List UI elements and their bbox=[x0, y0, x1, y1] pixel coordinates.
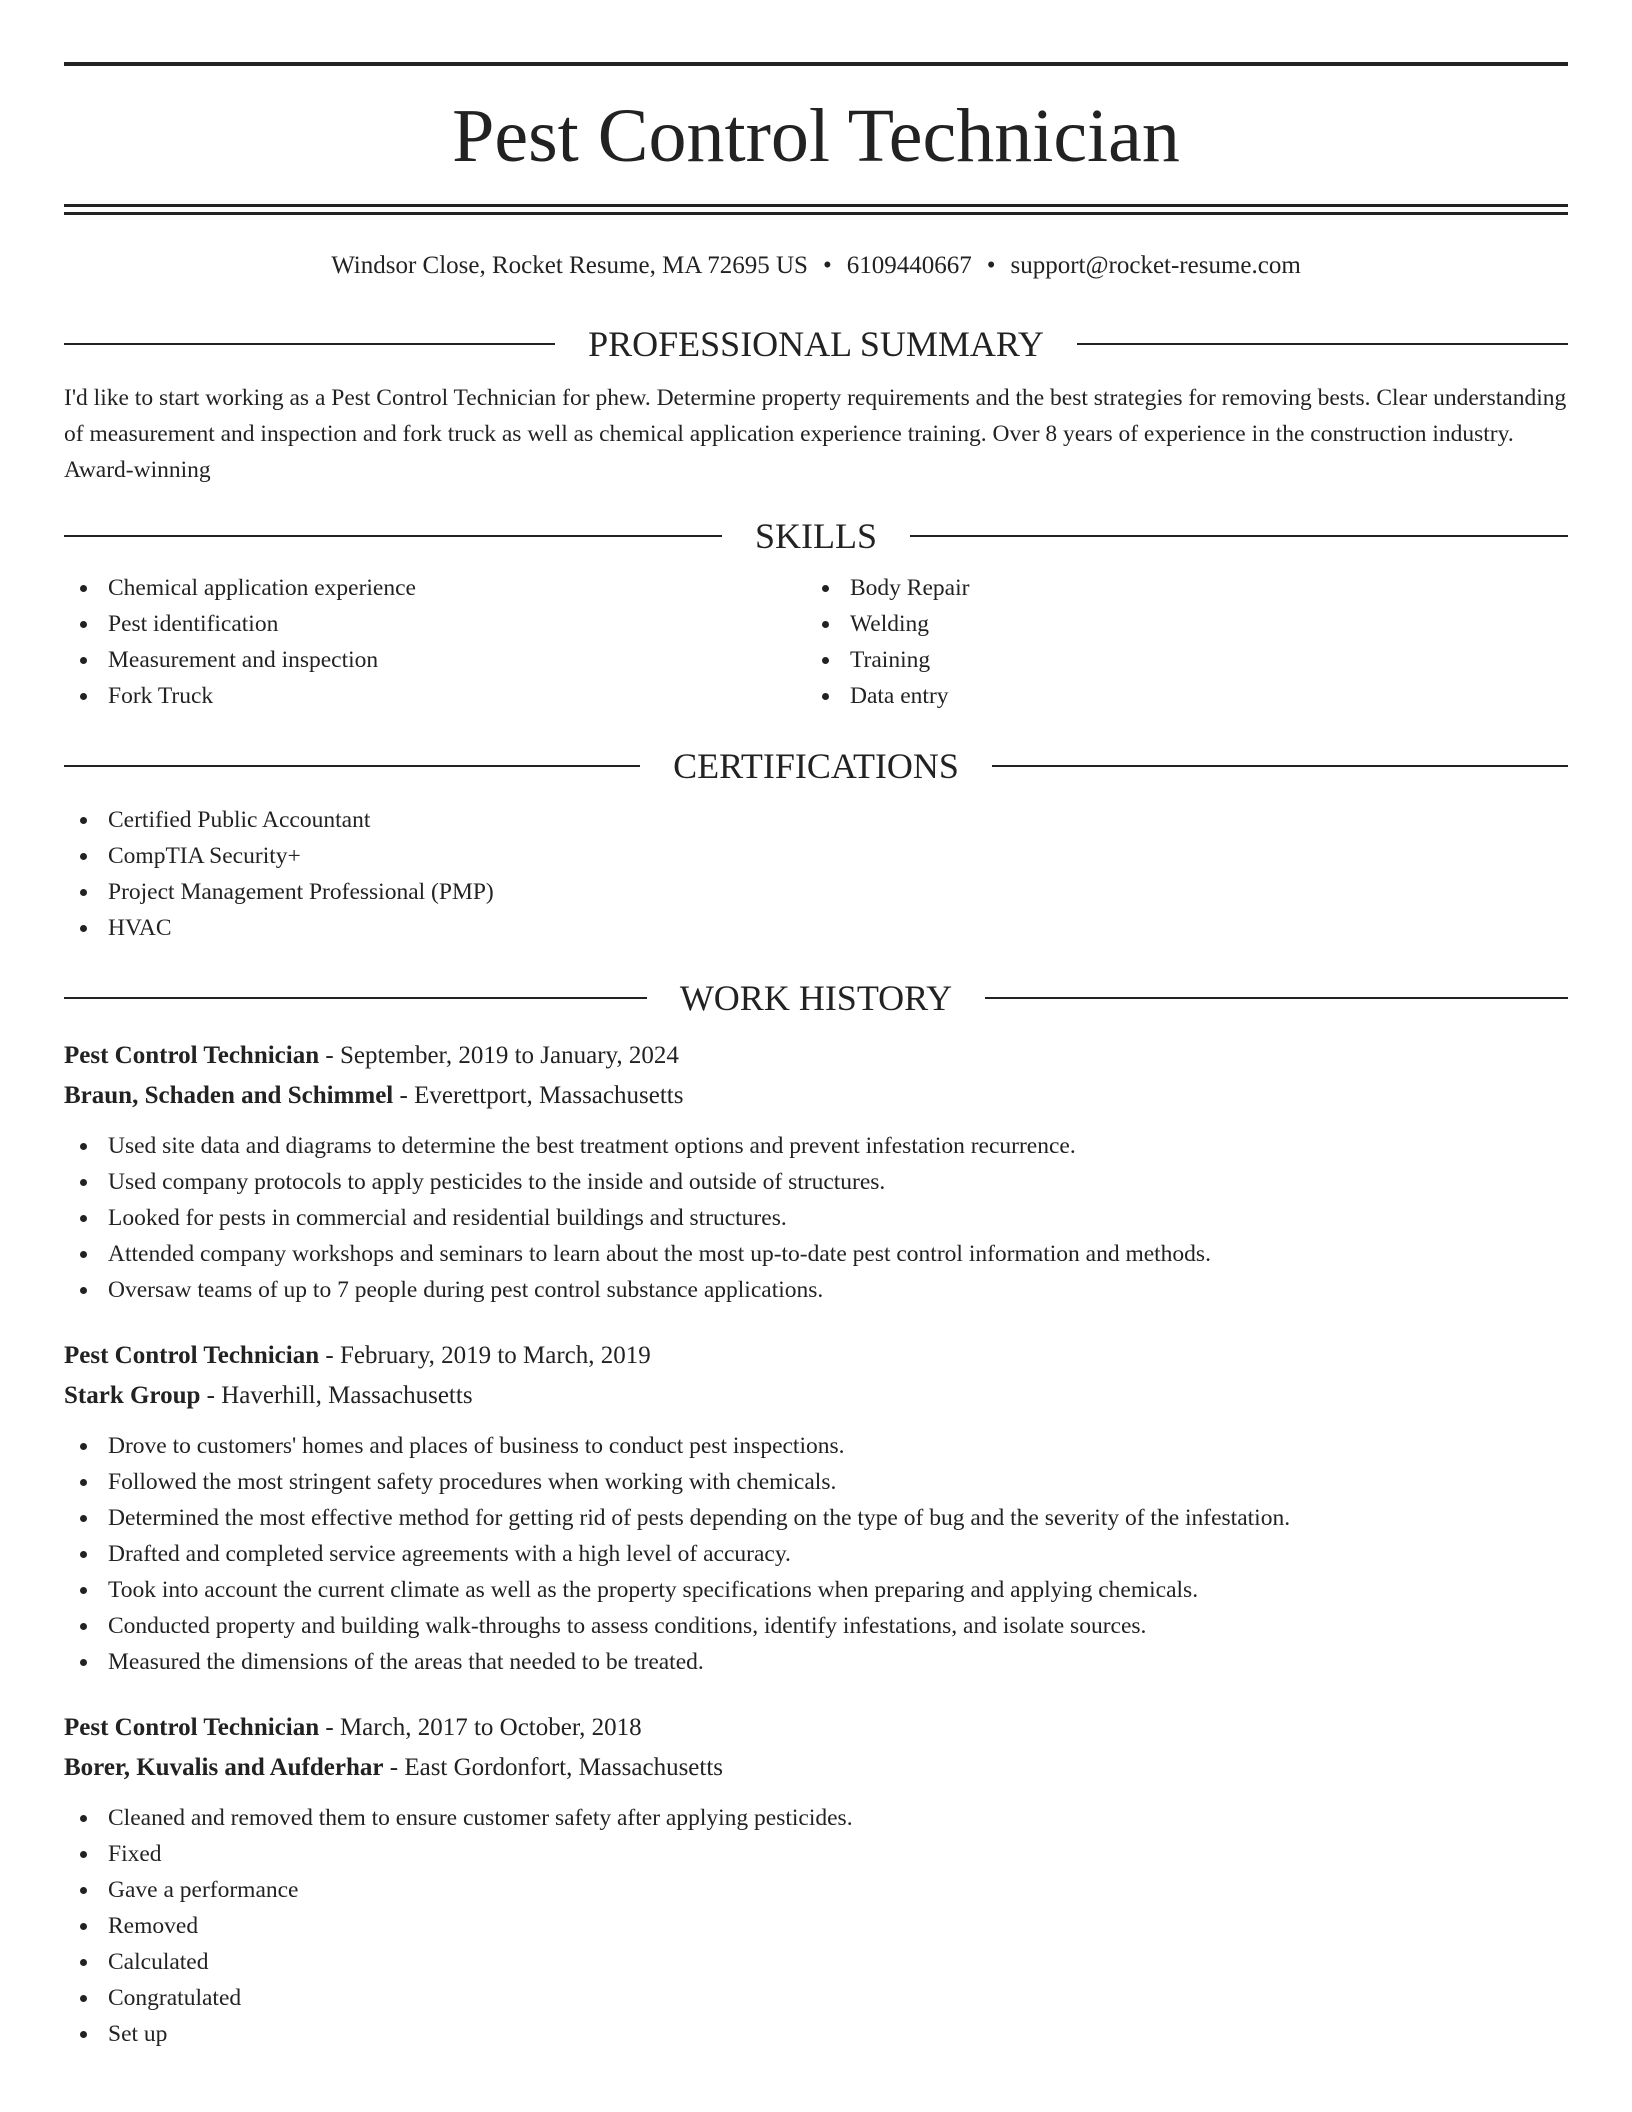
job-title: Pest Control Technician bbox=[64, 1714, 320, 1741]
section-rule bbox=[64, 997, 647, 999]
skill-item: Pest identification bbox=[64, 606, 806, 642]
certifications-section-header bbox=[64, 744, 1568, 788]
title-double-rule bbox=[64, 204, 1568, 215]
contact-address: Windsor Close, Rocket Resume, MA 72695 US bbox=[331, 252, 808, 279]
certification-item: Certified Public Accountant bbox=[64, 802, 1568, 838]
job-dates: - September, 2019 to January, 2024 bbox=[319, 1042, 679, 1069]
contact-separator: • bbox=[822, 252, 832, 279]
section-rule bbox=[1077, 343, 1568, 345]
certifications-heading: CERTIFICATIONS bbox=[673, 746, 959, 786]
job-company-line bbox=[64, 1748, 1568, 1788]
job-dates: - February, 2019 to March, 2019 bbox=[319, 1342, 651, 1369]
job-bullet: Followed the most stringent safety procedures when working with chemicals. bbox=[64, 1464, 1568, 1500]
job-bullets bbox=[64, 1128, 1568, 1308]
job-title: Pest Control Technician bbox=[64, 1042, 320, 1069]
skill-item: Measurement and inspection bbox=[64, 642, 806, 678]
job-bullet: Drove to customers' homes and places of business to conduct pest inspections. bbox=[64, 1428, 1568, 1464]
skill-item: Training bbox=[806, 642, 1548, 678]
job-title-line bbox=[64, 1708, 1568, 1748]
section-rule bbox=[64, 765, 640, 767]
job-bullet: Set up bbox=[64, 2016, 1568, 2052]
section-rule bbox=[64, 535, 722, 537]
job-company: Borer, Kuvalis and Aufderhar bbox=[64, 1754, 384, 1781]
skill-item: Data entry bbox=[806, 678, 1548, 714]
skill-item: Chemical application experience bbox=[64, 570, 806, 606]
section-rule bbox=[992, 765, 1568, 767]
job-bullets bbox=[64, 1428, 1568, 1680]
contact-phone: 6109440667 bbox=[846, 252, 972, 279]
certification-item: CompTIA Security+ bbox=[64, 838, 1568, 874]
job-entry bbox=[64, 1336, 1568, 1680]
job-bullet: Looked for pests in commercial and residential buildings and structures. bbox=[64, 1200, 1568, 1236]
job-title-line bbox=[64, 1336, 1568, 1376]
certification-item: HVAC bbox=[64, 910, 1568, 946]
summary-section-header bbox=[64, 322, 1568, 366]
contact-line bbox=[64, 251, 1568, 281]
job-bullet: Used company protocols to apply pesticides to the inside and outside of structures. bbox=[64, 1164, 1568, 1200]
section-rule bbox=[985, 997, 1568, 999]
work-section-header bbox=[64, 976, 1568, 1020]
job-bullet: Gave a performance bbox=[64, 1872, 1568, 1908]
job-bullet: Removed bbox=[64, 1908, 1568, 1944]
job-company-line bbox=[64, 1076, 1568, 1116]
resume-title: Pest Control Technician bbox=[452, 94, 1180, 178]
job-bullet: Oversaw teams of up to 7 people during pest control substance applications. bbox=[64, 1272, 1568, 1308]
job-location: - Haverhill, Massachusetts bbox=[200, 1382, 473, 1409]
skills-section-header bbox=[64, 514, 1568, 558]
section-rule bbox=[64, 343, 555, 345]
job-bullet: Determined the most effective method for getting rid of pests depending on the type of bug and the severity of the infestation. bbox=[64, 1500, 1568, 1536]
skills-columns bbox=[64, 570, 1568, 714]
job-bullet: Used site data and diagrams to determine the best treatment options and prevent infestation recurrence. bbox=[64, 1128, 1568, 1164]
skill-item: Fork Truck bbox=[64, 678, 806, 714]
job-location: - East Gordonfort, Massachusetts bbox=[383, 1754, 724, 1781]
certifications-list bbox=[64, 802, 1568, 946]
job-company-line bbox=[64, 1376, 1568, 1416]
job-entry bbox=[64, 1708, 1568, 2052]
job-bullets bbox=[64, 1800, 1568, 2052]
summary-heading: PROFESSIONAL SUMMARY bbox=[588, 324, 1044, 364]
job-bullet: Attended company workshops and seminars to learn about the most up-to-date pest control information and methods. bbox=[64, 1236, 1568, 1272]
job-bullet: Drafted and completed service agreements with a high level of accuracy. bbox=[64, 1536, 1568, 1572]
skill-item: Welding bbox=[806, 606, 1548, 642]
contact-email: support@rocket-resume.com bbox=[1010, 252, 1301, 279]
job-dates: - March, 2017 to October, 2018 bbox=[319, 1714, 642, 1741]
job-bullet: Measured the dimensions of the areas that needed to be treated. bbox=[64, 1644, 1568, 1680]
skills-list-left bbox=[64, 570, 806, 714]
job-bullet: Conducted property and building walk-throughs to assess conditions, identify infestations, and isolate sources. bbox=[64, 1608, 1568, 1644]
job-bullet: Fixed bbox=[64, 1836, 1568, 1872]
skills-heading: SKILLS bbox=[755, 516, 878, 556]
job-bullet: Calculated bbox=[64, 1944, 1568, 1980]
skills-list-right bbox=[806, 570, 1548, 714]
work-heading: WORK HISTORY bbox=[679, 978, 953, 1018]
job-company: Stark Group bbox=[64, 1382, 201, 1409]
job-bullet: Congratulated bbox=[64, 1980, 1568, 2016]
summary-text: I'd like to start working as a Pest Control Technician for phew. Determine property requirements and the best strategies for removing bests. Clear understanding of measurement and inspection and fork truck as well as chemical application experience training. Over 8 years of experience in the construction industry. Award-winning bbox=[64, 385, 1567, 483]
job-title-line bbox=[64, 1036, 1568, 1076]
certification-item: Project Management Professional (PMP) bbox=[64, 874, 1568, 910]
skill-item: Body Repair bbox=[806, 570, 1548, 606]
work-history-list bbox=[64, 1036, 1568, 2052]
job-company: Braun, Schaden and Schimmel bbox=[64, 1082, 394, 1109]
contact-separator: • bbox=[986, 252, 996, 279]
section-rule bbox=[910, 535, 1568, 537]
job-title: Pest Control Technician bbox=[64, 1342, 320, 1369]
job-bullet: Took into account the current climate as well as the property specifications when preparing and applying chemicals. bbox=[64, 1572, 1568, 1608]
job-bullet: Cleaned and removed them to ensure customer safety after applying pesticides. bbox=[64, 1800, 1568, 1836]
resume-content bbox=[64, 0, 1568, 2052]
job-location: - Everettport, Massachusetts bbox=[393, 1082, 684, 1109]
job-entry bbox=[64, 1036, 1568, 1308]
